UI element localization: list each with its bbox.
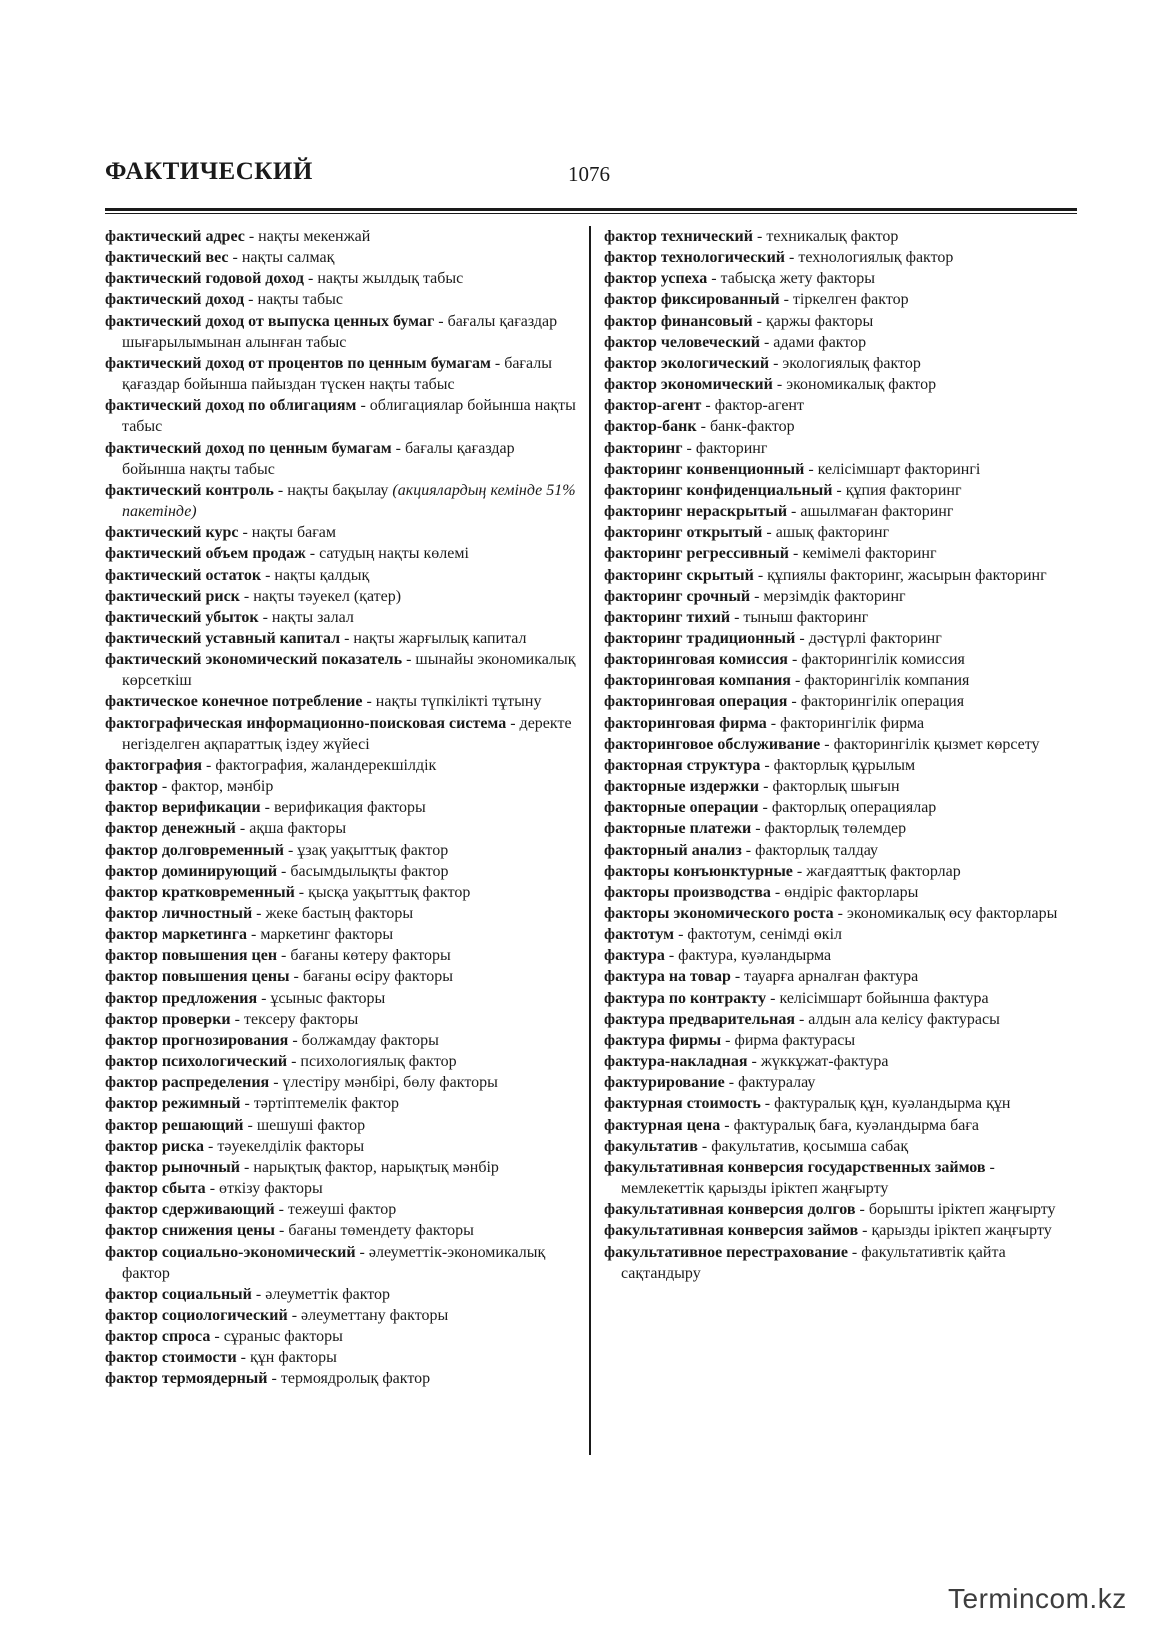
entry-definition: - факторлық төлемдер — [751, 820, 907, 838]
entry-definition: - факторинг — [682, 439, 768, 457]
dictionary-entry — [604, 1157, 1080, 1199]
dictionary-entry — [105, 586, 579, 607]
dictionary-entry — [604, 459, 1080, 480]
entry-note: (акциялардың кемінде 51% пакетінде) — [122, 481, 576, 521]
dictionary-entry — [604, 649, 1080, 670]
entry-definition: - факультативтік қайта сақтандыру — [621, 1243, 1006, 1282]
dictionary-entry — [105, 607, 579, 628]
dictionary-entry — [105, 353, 579, 395]
dictionary-entry — [604, 268, 1080, 289]
entry-term: фактура предварительная — [604, 1010, 795, 1028]
entry-term: факультатив — [604, 1137, 698, 1155]
entry-term: факторинговое обслуживание — [604, 735, 821, 753]
entry-definition: - құпиялы факторинг, жасырын факторинг — [753, 566, 1047, 584]
entry-term: фактор технический — [604, 228, 753, 245]
entry-term: факультативное перестрахование — [604, 1243, 848, 1261]
entry-definition: - факторингілік комиссия — [787, 651, 965, 669]
entry-term: фактор фиксированный — [604, 291, 780, 309]
entry-definition: - бағаны өсіру факторы — [289, 968, 453, 986]
entry-term: факторы производства — [604, 883, 771, 901]
entry-term: фактотум — [604, 926, 675, 944]
dictionary-entry — [105, 1072, 579, 1093]
dictionary-entry — [105, 1136, 579, 1157]
entry-term: фактический годовой доход — [105, 270, 305, 288]
dictionary-entry — [105, 543, 579, 564]
entry-definition: - облигациялар бойынша нақты табыс — [122, 397, 576, 436]
entry-definition: - басымдылықты фактор — [277, 862, 449, 880]
entry-definition: - бағалы қағаздар бойынша нақты табыс — [122, 439, 515, 478]
entry-term: фактор человеческий — [604, 333, 760, 351]
dictionary-entry — [105, 924, 579, 945]
entry-term: факторинговая комиссия — [604, 651, 788, 669]
dictionary-entry — [604, 861, 1080, 882]
entry-term: фактический остаток — [105, 566, 262, 584]
dictionary-entry — [604, 945, 1080, 966]
entry-definition: - тыныш факторинг — [730, 608, 869, 626]
dictionary-entry — [604, 988, 1080, 1009]
entry-definition: - ұсыныс факторы — [257, 989, 386, 1007]
entry-term: фактура-накладная — [604, 1053, 748, 1071]
entry-term: факультативная конверсия государственных займов — [604, 1158, 986, 1176]
entry-term: фактор кратковременный — [105, 883, 295, 901]
entry-term: фактор долговременный — [105, 841, 284, 859]
entry-definition: - қаржы факторы — [752, 312, 874, 330]
dictionary-entry — [105, 1093, 579, 1114]
dictionary-entry — [604, 1009, 1080, 1030]
entry-definition: - қарызды іріктеп жаңғырту — [858, 1222, 1052, 1240]
dictionary-entry — [604, 924, 1080, 945]
dictionary-entry — [105, 522, 579, 543]
entry-term: факультативная конверсия долгов — [604, 1201, 856, 1219]
dictionary-entry — [604, 1242, 1080, 1284]
entry-term: фактор повышения цен — [105, 947, 278, 965]
entry-term: факторинг традиционный — [604, 629, 796, 647]
entry-definition: - факторлық операциялар — [758, 799, 937, 817]
entry-term: фактический доход от выпуска ценных бумаг — [105, 312, 435, 330]
entry-definition: - факторлық талдау — [741, 841, 879, 859]
dictionary-entry — [604, 755, 1080, 776]
entry-term: фактор-банк — [604, 418, 697, 436]
dictionary-entry — [105, 1115, 579, 1136]
entry-definition: - фактура, куәландырма — [664, 947, 832, 965]
entry-definition: - тіркелген фактор — [779, 291, 909, 309]
dictionary-entry — [105, 988, 579, 1009]
entry-term: факторные издержки — [604, 778, 760, 796]
entry-term: фактор экологический — [604, 354, 770, 372]
entry-definition: - нақты жылдық табыс — [304, 270, 464, 288]
entry-term: фактурная стоимость — [604, 1095, 761, 1113]
entry-definition: - жағдаяттық факторлар — [792, 862, 961, 880]
entry-term: фактор технологический — [604, 249, 786, 267]
entry-definition: - әлеуметтік фактор — [251, 1285, 391, 1303]
entry-term: факторные операции — [604, 799, 759, 817]
watermark-text: Termincom.kz — [948, 1583, 1127, 1614]
dictionary-entry — [604, 966, 1080, 987]
dictionary-entry — [105, 226, 579, 247]
entry-term: фактический уставный капитал — [105, 629, 341, 647]
entry-term: факторы экономического роста — [604, 905, 834, 922]
entry-definition: - банк-фактор — [696, 418, 795, 436]
entry-term: фактор успеха — [604, 270, 708, 288]
entry-definition: - факторингілік компания — [790, 672, 970, 690]
entry-term: фактор распределения — [105, 1074, 270, 1092]
dictionary-entry — [604, 1072, 1080, 1093]
dictionary-entry — [105, 480, 579, 522]
dictionary-entry — [105, 649, 579, 691]
dictionary-entry — [604, 586, 1080, 607]
entry-definition: - қысқа уақыттық фактор — [294, 883, 471, 901]
dictionary-entry — [604, 776, 1080, 797]
dictionary-entry — [604, 691, 1080, 712]
left-column — [105, 226, 579, 1390]
dictionary-entry — [604, 1199, 1080, 1220]
entry-definition: - тәуекелділік факторы — [204, 1137, 365, 1155]
entry-term: факторинг конвенционный — [604, 460, 805, 478]
dictionary-entry — [604, 438, 1080, 459]
entry-term: фактический курс — [105, 524, 239, 542]
entry-term: фактор предложения — [105, 989, 258, 1007]
entry-term: фактор повышения цены — [105, 968, 290, 986]
entry-definition: - болжамдау факторы — [288, 1031, 439, 1049]
entry-definition: - нақты бақылау — [273, 481, 393, 499]
entry-term: фактурная цена — [604, 1116, 721, 1134]
dictionary-entry — [105, 1199, 579, 1220]
entry-term: фактура по контракту — [604, 989, 767, 1007]
entry-term: фактографическая информационно-поисковая система — [105, 714, 507, 732]
entry-definition: - әлеуметтік-экономикалық фактор — [122, 1243, 546, 1282]
entry-definition: - нақты тәуекел (қатер) — [239, 587, 402, 605]
dictionary-entry — [105, 1030, 579, 1051]
dictionary-entry — [604, 1115, 1080, 1136]
entry-term: фактор стоимости — [105, 1349, 237, 1367]
entry-term: фактический адрес — [105, 228, 245, 245]
entry-term: факторная структура — [604, 756, 761, 774]
entry-definition: - факторингілік операция — [787, 693, 965, 711]
entry-term: фактор — [105, 778, 158, 796]
entry-term: фактор психологический — [105, 1053, 288, 1071]
entry-definition: - бағалы қағаздар бойынша пайыздан түскен нақты табыс — [122, 354, 552, 394]
entry-term: фактор прогнозирования — [105, 1031, 289, 1049]
entry-term: фактор спроса — [105, 1328, 211, 1346]
entry-term: фактор маркетинга — [105, 926, 248, 944]
entry-definition: - фактография, жаландерекшілдік — [202, 756, 437, 774]
entry-term: факторинг нераскрытый — [604, 503, 788, 521]
entry-definition: - техникалық фактор — [753, 228, 899, 245]
entry-definition: - нарықтық фактор, нарықтық мәнбір — [239, 1158, 499, 1176]
entry-term: фактический риск — [105, 587, 240, 605]
entry-definition: - үлестіру мәнбірі, бөлу факторы — [269, 1074, 498, 1092]
entry-definition: - фирма фактурасы — [721, 1031, 856, 1049]
entry-term: факторинг скрытый — [604, 566, 754, 584]
dictionary-entry — [105, 1242, 579, 1284]
dictionary-entry — [604, 818, 1080, 839]
entry-definition: - бағаны төмендету факторы — [275, 1222, 474, 1240]
entry-definition: - деректе негізделген ақпараттық іздеу жүйесі — [122, 714, 572, 753]
dictionary-entry — [105, 1368, 579, 1389]
entry-term: факторинг регрессивный — [604, 545, 789, 563]
dictionary-entry — [604, 522, 1080, 543]
entry-definition: - өткізу факторы — [205, 1180, 323, 1198]
entry-term: фактический доход по облигациям — [105, 397, 357, 415]
entry-term: факторинг срочный — [604, 587, 751, 605]
entry-definition: - құпия факторинг — [832, 481, 962, 499]
entry-term: фактор социально-экономический — [105, 1243, 356, 1261]
dictionary-entry — [604, 628, 1080, 649]
entry-definition: - шынайы экономикалық көрсеткіш — [122, 651, 576, 690]
dictionary-entry — [105, 818, 579, 839]
entry-definition: - дәстүрлі факторинг — [795, 629, 942, 647]
header-rule — [105, 208, 1077, 211]
dictionary-entry — [604, 247, 1080, 268]
entry-definition: - экономикалық өсу факторлары — [833, 905, 1058, 922]
dictionary-entry — [604, 353, 1080, 374]
entry-definition: - ашылмаған факторинг — [787, 503, 954, 521]
dictionary-entry — [105, 1220, 579, 1241]
dictionary-entry — [105, 966, 579, 987]
dictionary-entry — [604, 289, 1080, 310]
entry-term: фактор-агент — [604, 397, 702, 415]
entry-term: фактор термоядерный — [105, 1370, 268, 1388]
entry-term: факторинг — [604, 439, 683, 457]
entry-definition: - ұзақ уақыттық фактор — [283, 841, 449, 859]
entry-definition: - тежеуші фактор — [274, 1201, 397, 1219]
entry-term: фактический вес — [105, 249, 229, 267]
entry-definition: - сұраныс факторы — [210, 1328, 343, 1346]
dictionary-entry — [105, 1347, 579, 1368]
entry-definition: - нақты бағам — [238, 524, 336, 542]
dictionary-entry — [105, 565, 579, 586]
dictionary-entry — [105, 1157, 579, 1178]
entry-term: фактор социальный — [105, 1285, 252, 1303]
dictionary-entry — [604, 374, 1080, 395]
entry-term: факторинг открытый — [604, 524, 763, 542]
entry-definition: - нақты түпкілікті тұтыну — [362, 693, 542, 711]
entry-definition: - тексеру факторы — [230, 1010, 359, 1028]
entry-term: фактор снижения цены — [105, 1222, 275, 1240]
entry-definition: - мемлекеттік қарызды іріктеп жаңғырту — [621, 1158, 995, 1198]
entry-definition: - сатудың нақты көлемі — [305, 545, 469, 563]
dictionary-entry — [604, 1220, 1080, 1241]
dictionary-entry — [604, 903, 1080, 924]
dictionary-entry — [105, 1178, 579, 1199]
dictionary-entry — [105, 395, 579, 437]
entry-term: фактическое конечное потребление — [105, 693, 363, 711]
entry-definition: - шешуші фактор — [243, 1116, 366, 1134]
page-number: 1076 — [568, 162, 610, 186]
entry-term: факторинг тихий — [604, 608, 731, 626]
dictionary-entry — [105, 1051, 579, 1072]
entry-definition: - әлеуметтану факторы — [287, 1306, 449, 1324]
running-head-word: ФАКТИЧЕСКИЙ — [105, 158, 313, 185]
entry-term: фактор социологический — [105, 1306, 288, 1324]
entry-term: фактура фирмы — [604, 1031, 722, 1049]
dictionary-entry — [105, 1326, 579, 1347]
entry-definition: - факультатив, қосымша сабақ — [697, 1137, 909, 1155]
entry-definition: - бағаны көтеру факторы — [277, 947, 451, 965]
dictionary-entry — [604, 882, 1080, 903]
entry-definition: - жүккұжат-фактура — [747, 1053, 889, 1071]
termincom-logo — [948, 1583, 1127, 1615]
dictionary-entry — [604, 395, 1080, 416]
entry-definition: - психологиялық фактор — [287, 1053, 457, 1071]
entry-term: фактический доход — [105, 291, 245, 309]
dictionary-entry — [604, 226, 1080, 247]
entry-definition: - адами фактор — [759, 333, 867, 351]
entry-term: фактор финансовый — [604, 312, 753, 330]
entry-term: фактор денежный — [105, 820, 236, 838]
entry-definition: - келісімшарт бойынша фактура — [766, 989, 989, 1007]
entry-definition: - факторлық шығын — [759, 778, 900, 796]
entry-term: факторы конъюнктурные — [604, 862, 793, 880]
entry-definition: - фактуралық баға, куәландырма баға — [720, 1116, 980, 1134]
dictionary-entry — [604, 332, 1080, 353]
entry-definition: - ақша факторы — [235, 820, 347, 838]
entry-definition: - нақты табыс — [244, 291, 343, 309]
entry-definition: - құн факторы — [236, 1349, 337, 1367]
entry-term: факторинговая компания — [604, 672, 791, 690]
entry-definition: - нақты салмақ — [228, 249, 335, 267]
dictionary-entry — [604, 1030, 1080, 1051]
entry-term: фактор сдерживающий — [105, 1201, 275, 1219]
dictionary-entry — [105, 776, 579, 797]
entry-term: фактический экономический показатель — [105, 651, 403, 669]
entry-definition: - өндіріс факторлары — [770, 883, 919, 901]
dictionary-entry — [105, 882, 579, 903]
dictionary-entry — [105, 1009, 579, 1030]
entry-term: фактурирование — [604, 1074, 725, 1092]
entry-term: фактор решающий — [105, 1116, 244, 1134]
dictionary-entry — [604, 797, 1080, 818]
entry-definition: - келісімшарт факторингі — [804, 460, 981, 478]
entry-definition: - кемімелі факторинг — [789, 545, 937, 563]
dictionary-entry — [604, 713, 1080, 734]
entry-term: факторинговая фирма — [604, 714, 767, 732]
dictionary-entry — [604, 501, 1080, 522]
entry-definition: - факторингілік фирма — [766, 714, 925, 732]
dictionary-entry — [604, 1093, 1080, 1114]
entry-definition: - фактотум, сенімді өкіл — [674, 926, 843, 944]
entry-definition: - фактуралық құн, куәландырма құн — [760, 1095, 1011, 1113]
entry-definition: - табысқа жету факторы — [707, 270, 876, 288]
entry-term: факторные платежи — [604, 820, 752, 838]
dictionary-entry — [105, 797, 579, 818]
entry-term: факультативная конверсия займов — [604, 1222, 859, 1240]
dictionary-entry — [604, 543, 1080, 564]
entry-term: фактический контроль — [105, 481, 274, 499]
entry-definition: - факторлық құрылым — [760, 756, 916, 774]
dictionary-entry — [604, 607, 1080, 628]
entry-term: фактор экономический — [604, 376, 773, 394]
entry-term: фактура — [604, 947, 665, 965]
dictionary-entry — [604, 840, 1080, 861]
entry-term: фактография — [105, 756, 203, 774]
entry-term: фактор рыночный — [105, 1158, 240, 1176]
dictionary-entry — [105, 268, 579, 289]
entry-term: фактор сбыта — [105, 1180, 206, 1198]
dictionary-entry — [105, 861, 579, 882]
entry-definition: - нақты қалдық — [261, 566, 370, 584]
dictionary-entry — [604, 1136, 1080, 1157]
column-divider — [589, 226, 591, 1455]
dictionary-entry — [604, 416, 1080, 437]
entry-term: факторинг конфиденциальный — [604, 481, 833, 499]
dictionary-entry — [105, 438, 579, 480]
dictionary-entry — [604, 734, 1080, 755]
entry-term: фактор риска — [105, 1137, 205, 1155]
entry-term: фактический убыток — [105, 608, 259, 626]
dictionary-entry — [604, 480, 1080, 501]
entry-definition: - нақты жарғылық капитал — [340, 629, 527, 647]
entry-definition: - нақты залал — [258, 608, 354, 626]
entry-definition: - бағалы қағаздар шығарылымынан алынған табыс — [122, 312, 558, 351]
dictionary-entry — [105, 691, 579, 712]
entry-definition: - мерзімдік факторинг — [750, 587, 906, 605]
dictionary-entry — [604, 1051, 1080, 1072]
entry-definition: - тауарға арналған фактура — [730, 968, 919, 986]
entry-definition: - борышты іріктеп жаңғырту — [855, 1201, 1056, 1219]
dictionary-entry — [105, 1305, 579, 1326]
entry-term: фактический доход от процентов по ценным бумагам — [105, 354, 491, 372]
entry-term: фактура на товар — [604, 968, 731, 986]
entry-term: фактический объем продаж — [105, 545, 306, 563]
entry-definition: - ашық факторинг — [762, 524, 890, 542]
entry-term: факторный анализ — [604, 841, 742, 859]
entry-definition: - верификация факторы — [260, 799, 426, 817]
entry-definition: - фактуралау — [724, 1074, 816, 1092]
entry-definition: - экологиялық фактор — [769, 354, 921, 372]
entry-definition: - алдын ала келісу фактурасы — [794, 1010, 1000, 1028]
entry-term: фактор проверки — [105, 1010, 231, 1028]
dictionary-entry — [105, 903, 579, 924]
entry-definition: - термоядролық фактор — [267, 1370, 431, 1388]
dictionary-entry — [105, 1284, 579, 1305]
dictionary-entry — [604, 311, 1080, 332]
entry-definition: - технологиялық фактор — [785, 249, 954, 267]
dictionary-entry — [105, 628, 579, 649]
entry-term: фактический доход по ценным бумагам — [105, 439, 392, 457]
entry-term: факторинговая операция — [604, 693, 788, 711]
entry-definition: - фактор-агент — [701, 397, 804, 415]
entry-definition: - экономикалық фактор — [772, 376, 937, 394]
entry-term: фактор доминирующий — [105, 862, 278, 880]
dictionary-entry — [105, 311, 579, 353]
dictionary-entry — [105, 945, 579, 966]
dictionary-entry — [105, 289, 579, 310]
entry-definition: - нақты мекенжай — [244, 228, 371, 245]
entry-term: фактор верификации — [105, 799, 261, 817]
entry-term: фактор режимный — [105, 1095, 241, 1113]
dictionary-entry — [604, 670, 1080, 691]
right-column — [604, 226, 1080, 1284]
entry-term: фактор личностный — [105, 905, 253, 922]
dictionary-entry — [105, 755, 579, 776]
dictionary-entry — [105, 713, 579, 755]
dictionary-entry — [604, 565, 1080, 586]
dictionary-entry — [105, 247, 579, 268]
entry-definition: - фактор, мәнбір — [157, 778, 274, 796]
entry-definition: - факторингілік қызмет көрсету — [820, 735, 1040, 753]
entry-definition: - жеке бастың факторы — [252, 905, 414, 922]
entry-definition: - маркетинг факторы — [247, 926, 394, 944]
dictionary-entry — [105, 840, 579, 861]
header-rule-thin — [105, 213, 1077, 214]
entry-definition: - тәртіптемелік фактор — [240, 1095, 400, 1113]
